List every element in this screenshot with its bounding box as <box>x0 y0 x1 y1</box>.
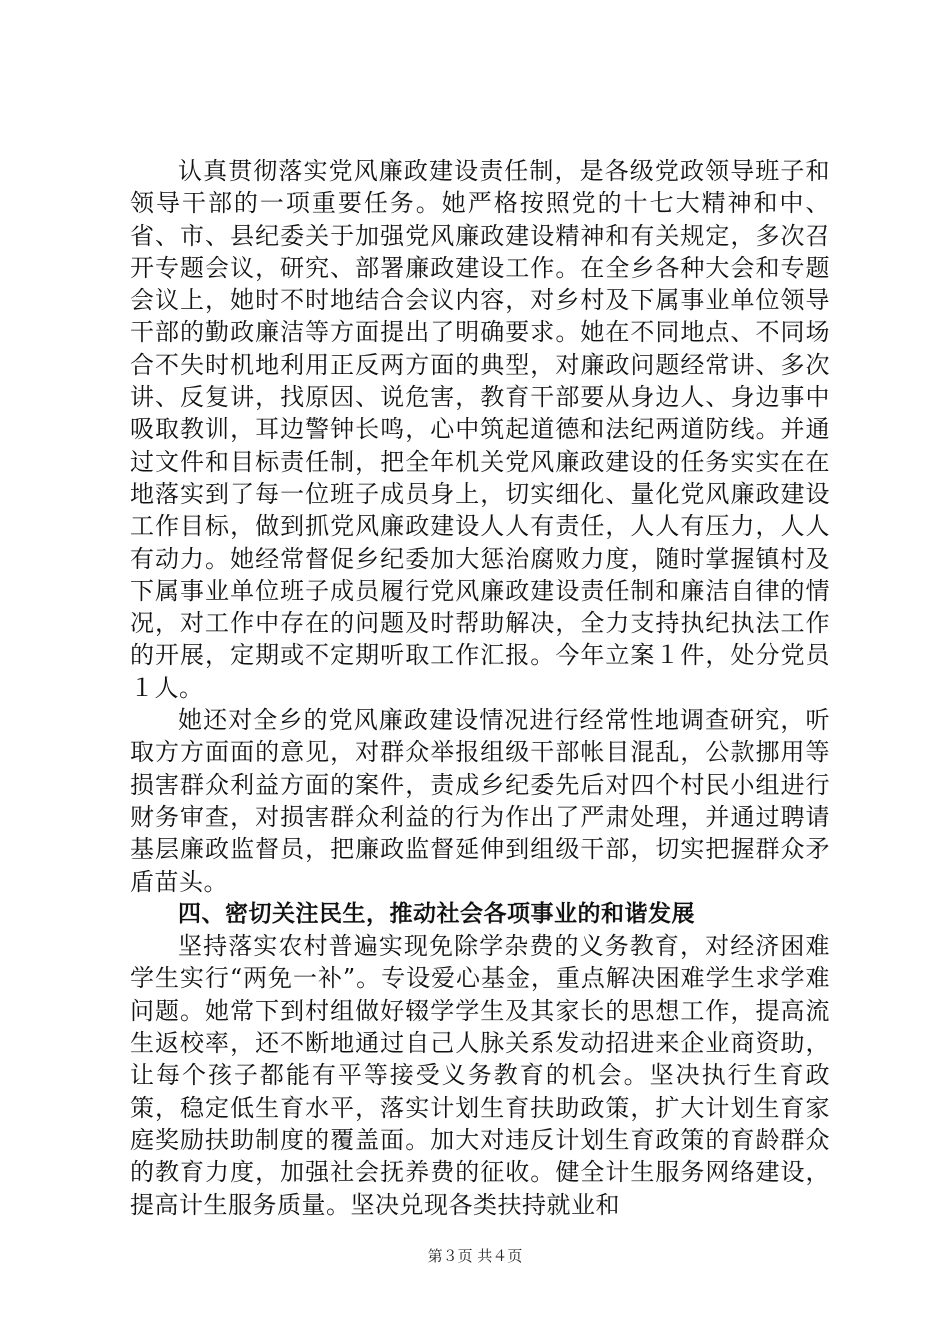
paragraph-3: 坚持落实农村普遍实现免除学杂费的义务教育，对经济困难学生实行“两免一补”。专设爱心基金，重点解决困难学生求学难问题。她常下到村组做好辍学学生及其家长的思想工作，提高流生返校率，还不断地通过自己人脉关系发动招进来企业商资助，让每个孩子都能有平等接受义务教育的机会。坚决执行生育政策，稳定低生育水平，落实计划生育扶助政策，扩大计划生育家庭奖励扶助制度的覆盖面。加大对违反计划生育政策的育龄群众的教育力度，加强社会抚养费的征收。健全计生服务网络建设，提高计生服务质量。坚决兑现各类扶持就业和 <box>130 932 830 1219</box>
paragraph-2: 她还对全乡的党风廉政建设情况进行经常性地调查研究，听取方方面面的意见，对群众举报组级干部帐目混乱，公款挪用等损害群众利益方面的案件，责成乡纪委先后对四个村民小组进行财务审查，对损害群众利益的行为作出了严肃处理，并通过聘请基层廉政监督员，把廉政监督延伸到组级干部，切实把握群众矛盾苗头。 <box>130 706 830 896</box>
document-body <box>130 155 830 1221</box>
page-footer: 第３页 共４页 <box>427 1247 523 1265</box>
paragraph-1: 认真贯彻落实党风廉政建设责任制，是各级党政领导班子和领导干部的一项重要任务。她严格按照党的十七大精神和中、省、市、县纪委关于加强党风廉政建设精神和有关规定，多次召开专题会议，研究、部署廉政建设工作。在全乡各种大会和专题会议上，她时不时地结合会议内容，对乡村及下属事业单位领导干部的勤政廉洁等方面提出了明确要求。她在不同地点、不同场合不失时机地利用正反两方面的典型，对廉政问题经常讲、多次讲、反复讲，找原因、说危害，教育干部要从身边人、身边事中吸取教训，耳边警钟长鸣，心中筑起道德和法纪两道防线。并通过文件和目标责任制，把全年机关党风廉政建设的任务实实在在地落实到了每一位班子成员身上，切实细化、量化党风廉政建设工作目标，做到抓党风廉政建设人人有责任，人人有压力，人人有动力。她经常督促乡纪委加大惩治腐败力度，随时掌握镇村及下属事业单位班子成员履行党风廉政建设责任制和廉洁自律的情况，对工作中存在的问题及时帮助解决，全力支持执纪执法工作的开展，定期或不定期听取工作汇报。今年立案１件，处分党员１人。 <box>130 157 830 702</box>
section-heading-4: 四、密切关注民生，推动社会各项事业的和谐发展 <box>178 900 695 927</box>
